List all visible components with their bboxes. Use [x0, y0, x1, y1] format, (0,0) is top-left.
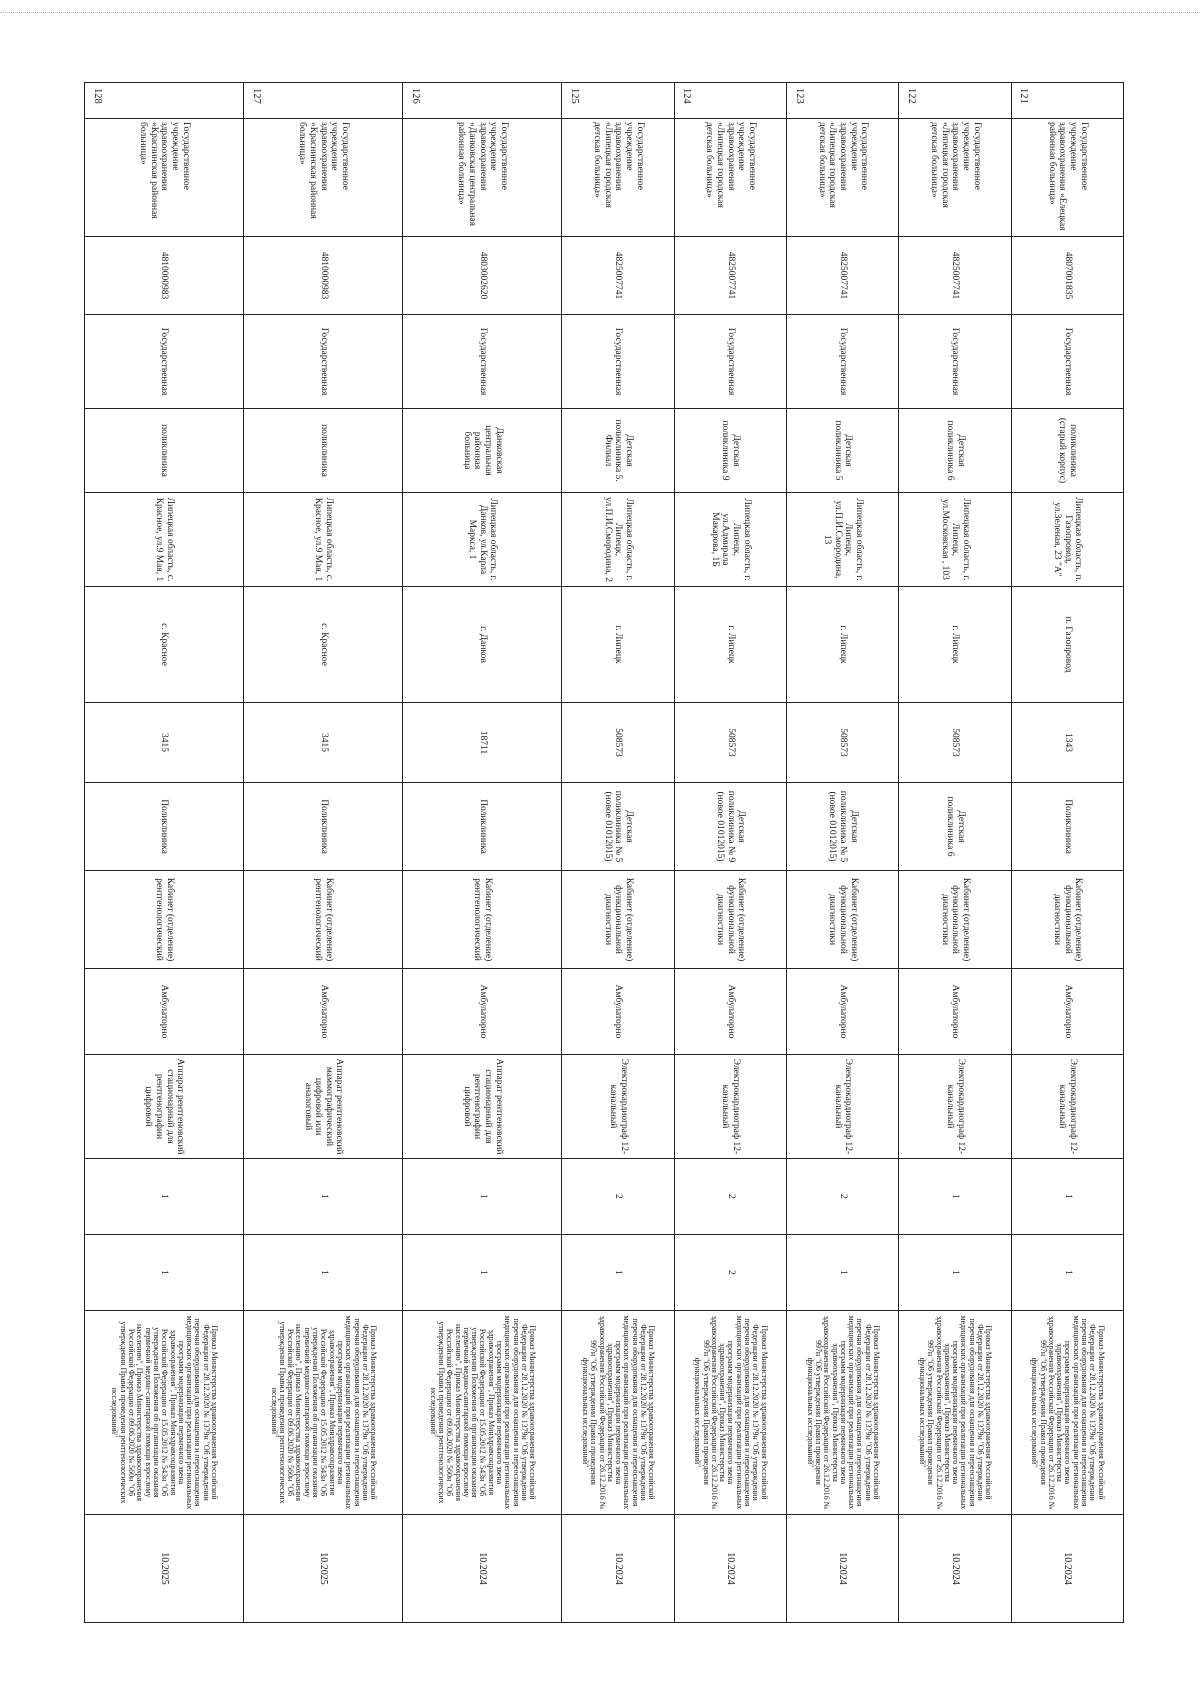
delivery-date: 10.2024 — [674, 1515, 786, 1623]
organization-name: Государственное учреждение здравоохранения «Липецкая городская детская больница» — [899, 119, 1011, 237]
quantity-need: 1 — [244, 1159, 403, 1235]
quantity-need: 1 — [899, 1159, 1011, 1235]
equipment-table — [84, 82, 1124, 1623]
organization-name: Государственное учреждение здравоохранения «Данковская центральная районная больница» — [403, 119, 562, 237]
table-row — [674, 83, 786, 1623]
delivery-date: 10.2024 — [403, 1515, 562, 1623]
row-number: 126 — [403, 83, 562, 119]
population: 508573 — [787, 703, 899, 783]
department: Кабинет (отделение) рентгенологический — [403, 871, 562, 969]
organization-name: Государственное учреждение здравоохранения «Липецкая городская детская больница» — [787, 119, 899, 237]
care-condition: Амбулаторно — [899, 969, 1011, 1055]
delivery-date: 10.2024 — [787, 1515, 899, 1623]
inn: 4810000983 — [244, 237, 403, 315]
quantity-plan: 1 — [899, 1235, 1011, 1311]
mo-type: Поликлиника — [403, 783, 562, 871]
department: Кабинет (отделение) функциональной диагностики — [899, 871, 1011, 969]
structural-unit: Данковская центральная районная больница — [403, 409, 562, 493]
ownership-form: Государственная — [1011, 315, 1123, 409]
equipment-name: Электрокардиограф 12-канальный — [562, 1055, 674, 1159]
row-number: 127 — [244, 83, 403, 119]
mo-type: Поликлиника — [85, 783, 244, 871]
structural-unit: Детская поликлиника 6 — [899, 409, 1011, 493]
equipment-name: Электрокардиограф 12-канальный — [674, 1055, 786, 1159]
quantity-need: 2 — [787, 1159, 899, 1235]
locality: г. Данков — [403, 587, 562, 703]
inn: 4825007741 — [899, 237, 1011, 315]
quantity-plan: 1 — [787, 1235, 899, 1311]
quantity-plan: 1 — [85, 1235, 244, 1311]
row-number: 128 — [85, 83, 244, 119]
table-row — [787, 83, 899, 1623]
delivery-date: 10.2025 — [85, 1515, 244, 1623]
delivery-date: 10.2024 — [562, 1515, 674, 1623]
structural-unit: Детская поликлиника 9 — [674, 409, 786, 493]
regulatory-basis: Приказ Министерства здравоохранения Российской Федерации от 28.12.2020 № 1379н "Об утверждении перечня оборудования для оснащения и переоснащения медицинских организаций при реализации региональных программ модернизации первичного звена здравоохранения", Приказ Минздравсоцразвития Российской Федерации от 15.05.2012 № 543н "Об утверждении Положения об организации оказания первичной медико-санитарной помощи взрослому населению", Приказ Министерства здравоохранения Российской Федерации от 09.06.2020 № 560н "Об утверждении Правил проведения рентгенологических исследований" — [85, 1311, 244, 1515]
rotated-document-page — [84, 82, 1124, 1602]
care-condition: Амбулаторно — [403, 969, 562, 1055]
quantity-need: 1 — [1011, 1159, 1123, 1235]
equipment-name: Электрокардиограф 12-канальный — [1011, 1055, 1123, 1159]
equipment-name: Аппарат рентгеновский стационарный для рентгенографии цифровой — [403, 1055, 562, 1159]
quantity-need: 1 — [85, 1159, 244, 1235]
population: 18711 — [403, 703, 562, 783]
population: 508573 — [674, 703, 786, 783]
row-number: 124 — [674, 83, 786, 119]
department: Кабинет (отделение) функциональной диагностики — [787, 871, 899, 969]
care-condition: Амбулаторно — [787, 969, 899, 1055]
care-condition: Амбулаторно — [85, 969, 244, 1055]
unit-address: Липецкая область, г. Липецк, ул.П.И.Смородина, 2 — [562, 493, 674, 587]
quantity-need: 2 — [562, 1159, 674, 1235]
row-number: 123 — [787, 83, 899, 119]
equipment-name: Аппарат рентгеновский маммографический цифровой или аналоговый — [244, 1055, 403, 1159]
organization-name: Государственное учреждение здравоохранения «Липецкая городская детская больница» — [562, 119, 674, 237]
equipment-name: Электрокардиограф 12-канальный — [899, 1055, 1011, 1159]
unit-address: Липецкая область, п. Газопровод, ул.Зеленая, 23 "А" — [1011, 493, 1123, 587]
page-top-edge — [0, 12, 1200, 13]
inn: 4825007741 — [787, 237, 899, 315]
row-number: 121 — [1011, 83, 1123, 119]
mo-type: Детская поликлиника № 9 (новое 01012015) — [674, 783, 786, 871]
unit-address: Липецкая область, г. Данков, ул.Карла Маркса, 1 — [403, 493, 562, 587]
care-condition: Амбулаторно — [1011, 969, 1123, 1055]
quantity-plan: 2 — [674, 1235, 786, 1311]
mo-type: Детская поликлиника 6 — [899, 783, 1011, 871]
population: 1343 — [1011, 703, 1123, 783]
table-row — [562, 83, 674, 1623]
delivery-date: 10.2024 — [899, 1515, 1011, 1623]
population: 3415 — [244, 703, 403, 783]
regulatory-basis: Приказ Министерства здравоохранения Российской Федерации от 28.12.2020 № 1379н "Об утверждении перечня оборудования для оснащения и переоснащения медицинских организаций при реализации региональных программ модернизации первичного звена здравоохранения", Приказ Минздравсоцразвития Российской Федерации от 15.05.2012 № 543н "Об утверждении Положения об организации оказания первичной медико-санитарной помощи взрослому населению", Приказ Министерства здравоохранения Российской Федерации от 09.06.2020 № 560н "Об утверждении Правил проведения рентгенологических исследований" — [403, 1311, 562, 1515]
mo-type: Поликлиника — [1011, 783, 1123, 871]
quantity-need: 2 — [674, 1159, 786, 1235]
regulatory-basis: Приказ Министерства здравоохранения Российской Федерации от 28.12.2020 № 1379н "Об утверждении перечня оборудования для оснащения и переоснащения медицинских организаций при реализации региональных программ модернизации первичного звена здравоохранения", Приказ Министерства здравоохранения Российской Федерации от 26.12.2016 № 997н "Об утверждении Правил проведения функциональных исследований" — [562, 1311, 674, 1515]
department: Кабинет (отделение) функциональной диагностики — [674, 871, 786, 969]
equipment-name: Аппарат рентгеновский стационарный для рентгенографии цифровой — [85, 1055, 244, 1159]
mo-type: Детская поликлиника № 5 (новое 01012015) — [562, 783, 674, 871]
population: 508573 — [562, 703, 674, 783]
ownership-form: Государственная — [787, 315, 899, 409]
locality: г. Липецк — [674, 587, 786, 703]
care-condition: Амбулаторно — [244, 969, 403, 1055]
care-condition: Амбулаторно — [674, 969, 786, 1055]
department: Кабинет (отделение) функциональной диагностики — [1011, 871, 1123, 969]
population: 508573 — [899, 703, 1011, 783]
table-row — [899, 83, 1011, 1623]
department: Кабинет (отделение) рентгенологический — [85, 871, 244, 969]
inn: 4825007741 — [674, 237, 786, 315]
mo-type: Поликлиника — [244, 783, 403, 871]
structural-unit: Детская поликлиника 5. Филиал — [562, 409, 674, 493]
care-condition: Амбулаторно — [562, 969, 674, 1055]
ownership-form: Государственная — [85, 315, 244, 409]
inn: 4810000983 — [85, 237, 244, 315]
row-number: 125 — [562, 83, 674, 119]
ownership-form: Государственная — [674, 315, 786, 409]
unit-address: Липецкая область, с. Красное, ул.9 Мая, 1 — [85, 493, 244, 587]
department: Кабинет (отделение) функциональной диагностики — [562, 871, 674, 969]
ownership-form: Государственная — [244, 315, 403, 409]
table-row — [85, 83, 244, 1623]
delivery-date: 10.2025 — [244, 1515, 403, 1623]
ownership-form: Государственная — [562, 315, 674, 409]
locality: г. Липецк — [562, 587, 674, 703]
ownership-form: Государственная — [899, 315, 1011, 409]
quantity-need: 1 — [403, 1159, 562, 1235]
inn: 4807001835 — [1011, 237, 1123, 315]
structural-unit: Детская поликлиника 5 — [787, 409, 899, 493]
unit-address: Липецкая область, г. Липецк, ул.Московская , 103 — [899, 493, 1011, 587]
unit-address: Липецкая область, г. Липецк, ул.П.И.Смородина, 13 — [787, 493, 899, 587]
structural-unit: поликлиника (старый корпус) — [1011, 409, 1123, 493]
locality: г. Липецк — [899, 587, 1011, 703]
regulatory-basis: Приказ Министерства здравоохранения Российской Федерации от 28.12.2020 № 1379н "Об утверждении перечня оборудования для оснащения и переоснащения медицинских организаций при реализации региональных программ модернизации первичного звена здравоохранения", Приказ Министерства здравоохранения Российской Федерации от 26.12.2016 № 997н "Об утверждении Правил проведения функциональных исследований" — [899, 1311, 1011, 1515]
locality: с. Красное — [85, 587, 244, 703]
quantity-plan: 1 — [1011, 1235, 1123, 1311]
mo-type: Детская поликлиника № 5 (новое 01012015) — [787, 783, 899, 871]
quantity-plan: 1 — [562, 1235, 674, 1311]
table-row — [244, 83, 403, 1623]
organization-name: Государственное учреждение здравоохранения «Елецкая районная больница» — [1011, 119, 1123, 237]
delivery-date: 10.2024 — [1011, 1515, 1123, 1623]
unit-address: Липецкая область, с. Красное, ул.9 Мая, 1 — [244, 493, 403, 587]
regulatory-basis: Приказ Министерства здравоохранения Российской Федерации от 28.12.2020 № 1379н "Об утверждении перечня оборудования для оснащения и переоснащения медицинских организаций при реализации региональных программ модернизации первичного звена здравоохранения", Приказ Министерства здравоохранения Российской Федерации от 26.12.2016 № 997н "Об утверждении Правил проведения функциональных исследований" — [674, 1311, 786, 1515]
inn: 4803002620 — [403, 237, 562, 315]
quantity-plan: 1 — [244, 1235, 403, 1311]
table-row — [1011, 83, 1123, 1623]
regulatory-basis: Приказ Министерства здравоохранения Российской Федерации от 28.12.2020 № 1379н "Об утверждении перечня оборудования для оснащения и переоснащения медицинских организаций при реализации региональных программ модернизации первичного звена здравоохранения", Приказ Минздравсоцразвития Российской Федерации от 15.05.2012 № 543н "Об утверждении Положения об организации оказания первичной медико-санитарной помощи взрослому населению", Приказ Министерства здравоохранения Российской Федерации от 09.06.2020 № 560н "Об утверждении Правил проведения рентгенологических исследований" — [244, 1311, 403, 1515]
organization-name: Государственное учреждение здравоохранения «Липецкая городская детская больница» — [674, 119, 786, 237]
organization-name: Государственное учреждение здравоохранения «Краснинская районная больница» — [85, 119, 244, 237]
organization-name: Государственное учреждение здравоохранения «Краснинская районная больница» — [244, 119, 403, 237]
unit-address: Липецкая область, г. Липецк, ул.Адмирала Макарова, 1Б — [674, 493, 786, 587]
regulatory-basis: Приказ Министерства здравоохранения Российской Федерации от 28.12.2020 № 1379н "Об утверждении перечня оборудования для оснащения и переоснащения медицинских организаций при реализации региональных программ модернизации первичного звена здравоохранения", Приказ Министерства здравоохранения Российской Федерации от 26.12.2016 № 997н "Об утверждении Правил проведения функциональных исследований" — [1011, 1311, 1123, 1515]
ownership-form: Государственная — [403, 315, 562, 409]
locality: г. Липецк — [787, 587, 899, 703]
regulatory-basis: Приказ Министерства здравоохранения Российской Федерации от 28.12.2020 № 1379н "Об утверждении перечня оборудования для оснащения и переоснащения медицинских организаций при реализации региональных программ модернизации первичного звена здравоохранения", Приказ Министерства здравоохранения Российской Федерации от 26.12.2016 № 997н "Об утверждении Правил проведения функциональных исследований" — [787, 1311, 899, 1515]
equipment-name: Электрокардиограф 12-канальный — [787, 1055, 899, 1159]
inn: 4825007741 — [562, 237, 674, 315]
locality: п. Газопровод — [1011, 587, 1123, 703]
structural-unit: поликлиника — [244, 409, 403, 493]
population: 3415 — [85, 703, 244, 783]
structural-unit: поликлиника — [85, 409, 244, 493]
department: Кабинет (отделение) рентгенологический — [244, 871, 403, 969]
locality: с. Красное — [244, 587, 403, 703]
quantity-plan: 1 — [403, 1235, 562, 1311]
table-row — [403, 83, 562, 1623]
row-number: 122 — [899, 83, 1011, 119]
